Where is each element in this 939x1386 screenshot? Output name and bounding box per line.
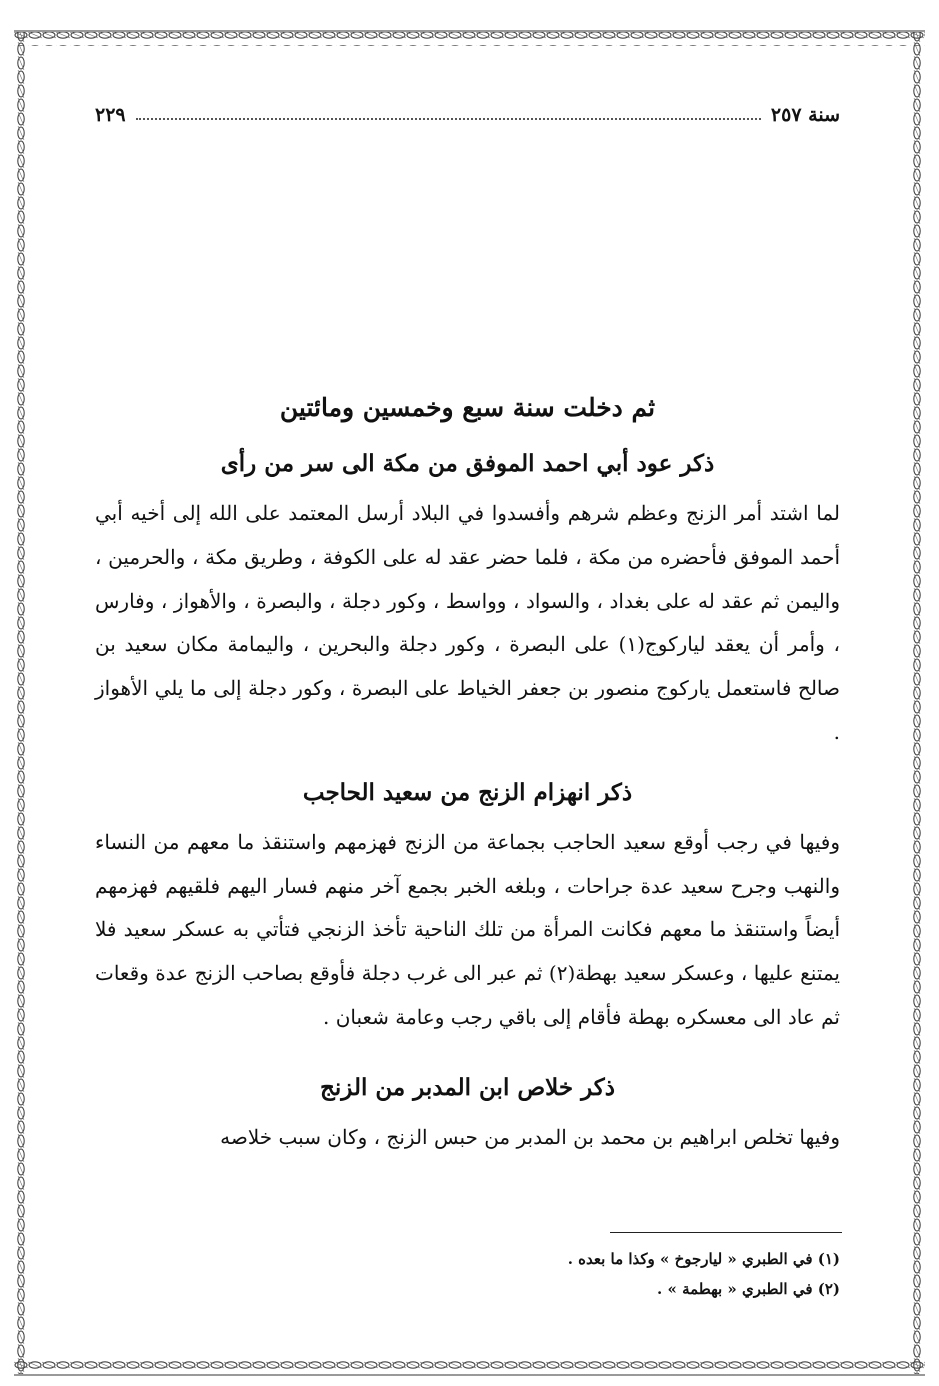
section-heading: ذكر عود أبي احمد الموفق من مكة الى سر من رأى xyxy=(220,450,715,477)
page-header xyxy=(95,100,840,130)
footnotes xyxy=(400,1244,840,1304)
header-dot-leader xyxy=(136,118,761,120)
section-paragraph: وفيها في رجب أوقع سعيد الحاجب بجماعة من الزنج فهزمهم واستنقذ ما معهم من النساء والنهب وجرح سعيد عدة جراحات ، وبلغه الخبر بجمع آخر منهم فسار اليهم فلقيهم فهزمهم أيضاً واستنقذ ما معهم فكانت المرأة من تلك الناحية تأخذ الزنجي فتأتي به عسكر سعيد فلا يمتنع عليها ، وعسكر سعيد بهطة(٢) ثم عبر الى غرب دجلة فأوقع بصاحب الزنج عدة وقعات ثم عاد الى معسكره بهطة فأقام إلى باقي رجب وعامة شعبان . xyxy=(95,829,840,1029)
section-paragraph: لما اشتد أمر الزنج وعظم شرهم وأفسدوا في البلاد أرسل المعتمد على الله إلى أخيه أبي أحمد الموفق فأحضره من مكة ، فلما حضر عقد له على الكوفة ، وطريق مكة ، والحرمين ، واليمن ثم عقد له على بغداد ، والسواد ، وواسط ، وكور دجلة ، والبصرة ، والأهواز ، وفارس ، وأمر أن يعقد لياركوج(١) على البصرة ، وكور دجلة والبحرين ، واليمامة مكان سعيد بن صالح فاستعمل ياركوج منصور بن جعفر الخياط على البصرة ، وكور دجلة إلى ما يلي الأهواز . xyxy=(95,501,841,744)
section-paragraph: وفيها تخلص ابراهيم بن محمد بن المدبر من حبس الزنج ، وكان سبب خلاصه xyxy=(220,1124,840,1149)
chapter-title: ثم دخلت سنة سبع وخمسين ومائتين xyxy=(279,393,656,422)
footnote: (٢) في الطبري « بهطمة » . xyxy=(657,1280,840,1298)
section-heading: ذكر انهزام الزنج من سعيد الحاجب xyxy=(302,778,633,806)
page-number: ٢٢٩ xyxy=(95,104,126,126)
footnote: (١) في الطبري « ليارجوخ » وكذا ما بعده . xyxy=(567,1250,840,1268)
page-body xyxy=(95,380,840,1160)
footnote-separator xyxy=(610,1232,842,1233)
section-heading: ذكر خلاص ابن المدبر من الزنج xyxy=(320,1073,615,1101)
running-title: سنة ٢٥٧ xyxy=(770,104,840,126)
